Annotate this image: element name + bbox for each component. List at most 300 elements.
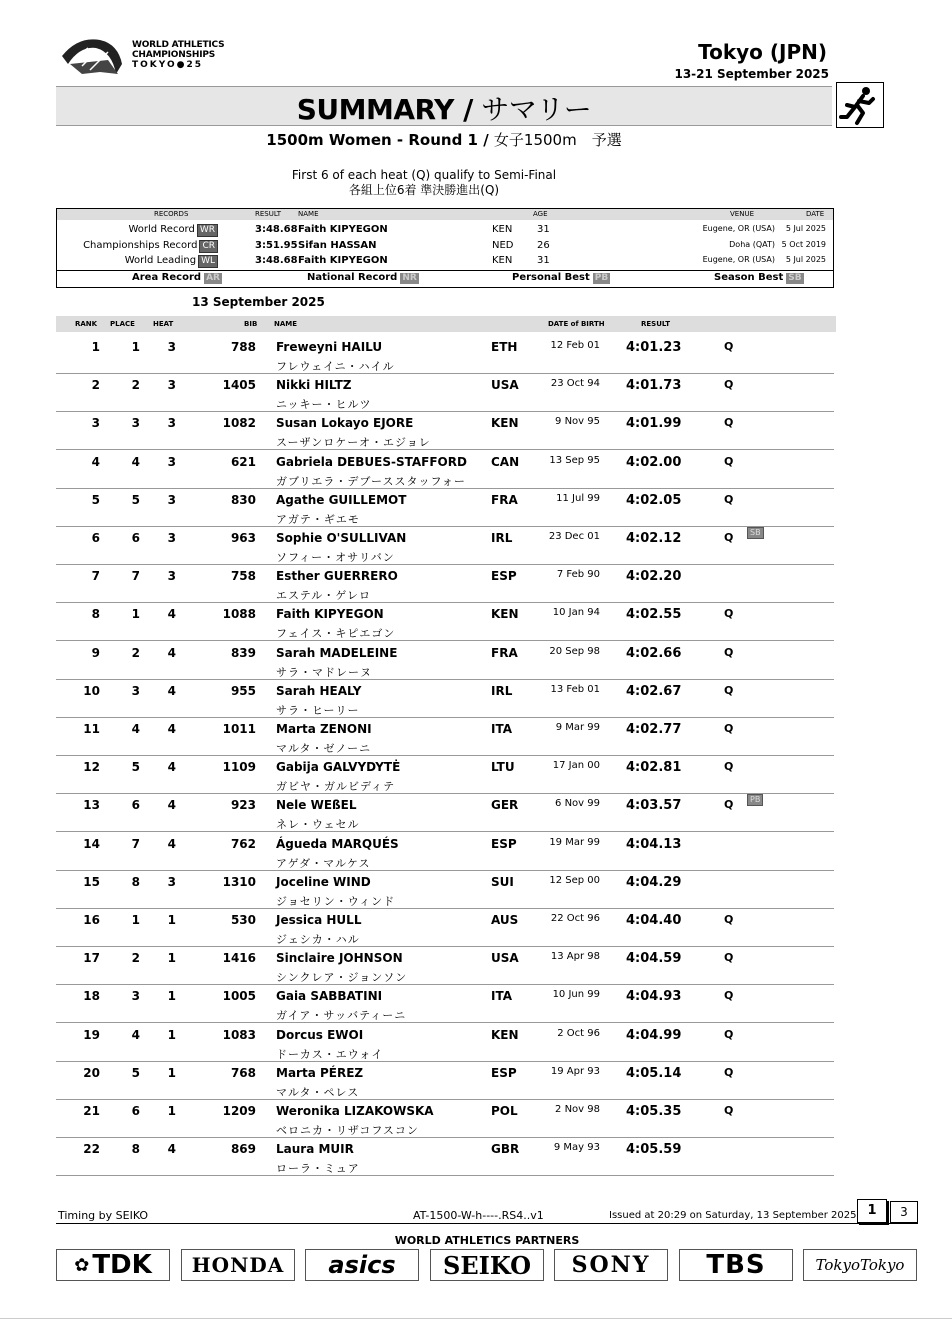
sponsor-sony-logo: SONY: [554, 1249, 668, 1281]
place-col: PLACE: [110, 320, 135, 328]
cell-name: Sarah MADELEINE: [276, 645, 398, 660]
cell-place: 7: [131, 836, 140, 851]
cell-bib: 1310: [222, 874, 256, 889]
record-row: [57, 222, 833, 237]
table-row: [56, 717, 834, 756]
table-row: [56, 679, 834, 718]
cell-name: Laura MUIR: [276, 1142, 354, 1157]
table-row: [56, 373, 834, 412]
cell-q: Q: [724, 760, 734, 774]
cell-name: Marta ZENONI: [276, 722, 372, 736]
sponsor-asics-logo: asics: [305, 1249, 419, 1281]
table-row: [56, 1137, 834, 1176]
cell-result: 4:02.20: [626, 569, 682, 585]
cell-name: Águeda MARQUÉS: [276, 836, 399, 851]
record-label: [125, 255, 218, 268]
venue-col: VENUE: [730, 210, 754, 218]
timing-credit: Timing by SEIKO: [58, 1209, 149, 1222]
records-box: [56, 208, 834, 288]
cell-rank: 18: [83, 989, 100, 1004]
cell-place: 6: [131, 1104, 140, 1118]
cell-heat: 1: [167, 989, 176, 1004]
cell-dob: 6 Nov 99: [555, 798, 600, 810]
cell-heat: 4: [167, 607, 176, 622]
cell-name: Nele WEßEL: [276, 798, 357, 813]
cell-rank: 16: [83, 913, 100, 927]
cell-bib: 1109: [222, 760, 256, 775]
record-label: World Leading: [124, 255, 197, 266]
cell-bib: 530: [230, 913, 256, 927]
cell-japanese-name: フェイス・キピエゴン: [276, 627, 396, 641]
cell-place: 4: [131, 1027, 140, 1042]
table-row: [56, 1061, 834, 1100]
cell-japanese-name: ガブリエラ・デブーススタッフォー: [276, 474, 466, 488]
cell-q: Q: [724, 1027, 734, 1041]
cell-nat: IRL: [491, 531, 513, 545]
cell-heat: 3: [167, 378, 176, 393]
record-name: Sifan HASSAN: [298, 239, 377, 251]
table-row: [56, 793, 834, 832]
record-age: 31: [537, 224, 550, 235]
cell-result: 4:01.73: [626, 378, 682, 394]
record-result: 3:48.68: [255, 255, 298, 266]
cell-bib: 768: [230, 1065, 256, 1080]
cell-q: Q: [724, 607, 734, 621]
sponsor-honda-logo: HONDA: [181, 1249, 295, 1281]
cell-nat: ESP: [491, 836, 517, 851]
cell-bib: 1082: [222, 416, 256, 431]
cell-name: Gaia SABBATINI: [276, 989, 383, 1004]
cell-heat: 4: [167, 683, 176, 698]
rank-col: RANK: [75, 320, 98, 328]
cell-rank: 11: [83, 722, 100, 736]
cell-nat: IRL: [491, 683, 513, 698]
cell-place: 2: [131, 378, 140, 393]
cell-q: Q: [724, 722, 734, 735]
cell-name: Jessica HULL: [276, 913, 362, 927]
record-date: 5 Jul 2025: [785, 224, 826, 233]
cell-result: 4:02.66: [626, 645, 682, 661]
cell-japanese-name: アガテ・ギエモ: [276, 512, 360, 526]
record-row: [57, 238, 833, 253]
table-row: [56, 755, 834, 794]
cell-name: Gabija GALVYDYTĖ: [276, 760, 401, 775]
cell-name: Marta PÉREZ: [276, 1065, 364, 1080]
cell-dob: 7 Feb 90: [556, 569, 600, 581]
cell-name: Agathe GUILLEMOT: [276, 492, 407, 507]
cell-result: 4:04.93: [626, 989, 682, 1005]
result-col: RESULT: [255, 210, 282, 218]
cell-name: Esther GUERRERO: [276, 569, 398, 584]
cell-name: Freweyni HAILU: [276, 340, 383, 354]
cell-japanese-name: ソフィー・オサリバン: [276, 551, 395, 564]
heat-col: HEAT: [153, 320, 174, 328]
cell-bib: 1011: [222, 722, 256, 736]
cell-nat: LTU: [491, 760, 515, 775]
cell-dob: 19 Apr 93: [550, 1065, 600, 1077]
cell-nat: ITA: [491, 722, 513, 736]
cell-japanese-name: ドーカス・エウォイ: [276, 1047, 384, 1061]
cell-japanese-name: ガビヤ・ガルビディテ: [276, 780, 396, 794]
cell-bib: 1416: [222, 951, 256, 966]
cell-name: Dorcus EWOI: [276, 1027, 364, 1042]
cell-dob: 17 Jan 00: [552, 760, 600, 772]
event-dates: 13-21 September 2025: [674, 67, 829, 81]
cell-heat: 1: [167, 1104, 176, 1118]
record-name: Faith KIPYEGON: [298, 224, 388, 235]
cell-nat: KEN: [491, 416, 519, 431]
record-label: [128, 224, 218, 237]
cell-nat: POL: [491, 1104, 518, 1118]
cell-heat: 4: [167, 645, 176, 660]
name-col: NAME: [298, 210, 319, 218]
cell-q: Q: [724, 454, 734, 468]
cell-japanese-name: マルタ・ペレス: [276, 1085, 360, 1099]
cell-q: Q: [724, 1065, 734, 1079]
cell-rank: 8: [91, 607, 100, 622]
cell-place: 2: [131, 951, 140, 966]
competition-day: 13 September 2025: [192, 295, 325, 309]
cell-nat: AUS: [491, 913, 519, 927]
cell-result: 4:02.55: [626, 607, 682, 623]
cell-name: Gabriela DEBUES-STAFFORD: [276, 454, 467, 469]
cell-q: Q: [724, 683, 734, 697]
cell-nat: FRA: [491, 492, 518, 507]
cell-result: 4:03.57: [626, 798, 682, 814]
cell-rank: 12: [83, 760, 100, 775]
cell-nat: ITA: [491, 989, 513, 1004]
cell-place: 1: [131, 607, 140, 622]
cell-dob: 20 Sep 98: [549, 645, 600, 657]
cell-result: 4:04.13: [626, 836, 682, 852]
cell-dob: 10 Jan 94: [552, 607, 600, 619]
table-row: [56, 984, 834, 1023]
cell-result: 4:02.12: [626, 531, 682, 546]
cell-rank: 9: [91, 645, 100, 660]
cell-place: 1: [131, 340, 140, 354]
record-nat: KEN: [492, 224, 513, 235]
cell-heat: 3: [167, 874, 176, 889]
cell-name: Sarah HEALY: [276, 683, 362, 698]
cell-bib: 762: [230, 836, 256, 851]
cell-heat: 4: [167, 836, 176, 851]
legend-national-record: National Record NR: [307, 272, 417, 283]
cell-heat: 3: [167, 569, 176, 584]
cell-nat: ESP: [491, 1065, 517, 1080]
event-city: Tokyo (JPN): [698, 40, 827, 64]
cell-heat: 3: [167, 340, 176, 354]
cell-q: Q: [724, 416, 734, 430]
cell-rank: 14: [83, 836, 100, 851]
cell-place: 5: [131, 760, 140, 775]
cell-result: 4:02.77: [626, 722, 682, 737]
record-venue: Doha (QAT): [729, 239, 775, 249]
cell-name: Nikki HILTZ: [276, 378, 352, 393]
cell-japanese-name: サラ・マドレーヌ: [276, 665, 372, 679]
cell-place: 4: [131, 722, 140, 736]
current-page: 1: [857, 1199, 887, 1223]
cell-result: 4:01.99: [626, 416, 682, 432]
table-row: [56, 870, 834, 909]
record-note-badge: PB: [747, 794, 763, 806]
cell-dob: 19 Mar 99: [549, 836, 600, 848]
table-row: [56, 488, 834, 527]
record-date: 5 Jul 2025: [785, 255, 826, 264]
table-row: [56, 908, 834, 947]
cell-name: Faith KIPYEGON: [276, 607, 384, 622]
record-label: World Record: [128, 224, 195, 235]
cell-nat: KEN: [491, 1027, 519, 1042]
sponsor-seiko-logo: SEIKO: [430, 1249, 544, 1281]
cell-japanese-name: ジェシカ・ハル: [276, 933, 360, 946]
cell-dob: 13 Apr 98: [550, 951, 600, 963]
cell-dob: 9 Nov 95: [555, 416, 600, 428]
records-header: [57, 209, 833, 220]
cell-q: Q: [724, 492, 734, 506]
table-row: [56, 602, 834, 641]
cell-result: 4:02.00: [626, 454, 682, 470]
sponsor-tdk-logo: ✿ TDK: [56, 1249, 170, 1281]
cell-japanese-name: シンクレア・ジョンソン: [276, 971, 408, 985]
cell-nat: KEN: [491, 607, 519, 622]
cell-rank: 13: [83, 798, 100, 813]
cell-result: 4:04.59: [626, 951, 682, 967]
cell-place: 5: [131, 1065, 140, 1080]
cell-place: 4: [131, 454, 140, 469]
legend-area-record: Area Record AR: [132, 272, 220, 283]
cell-japanese-name: サラ・ヒーリー: [276, 703, 360, 717]
cell-rank: 10: [83, 683, 100, 698]
cell-q: Q: [724, 645, 734, 659]
cell-heat: 4: [167, 798, 176, 813]
cell-nat: SUI: [491, 874, 514, 889]
cell-rank: 7: [91, 569, 100, 584]
cell-rank: 3: [91, 416, 100, 431]
records-col: RECORDS: [154, 210, 189, 218]
cell-rank: 22: [83, 1142, 100, 1157]
cell-heat: 4: [167, 1142, 176, 1157]
cell-rank: 5: [91, 492, 100, 507]
result-col: RESULT: [641, 320, 670, 328]
cell-dob: 13 Sep 95: [549, 454, 600, 466]
cell-bib: 955: [230, 683, 256, 698]
cell-rank: 6: [91, 531, 100, 545]
cell-name: Sophie O'SULLIVAN: [276, 531, 407, 545]
table-row: [56, 335, 834, 374]
cell-heat: 3: [167, 416, 176, 431]
cell-rank: 19: [83, 1027, 100, 1042]
cell-bib: 923: [230, 798, 256, 813]
cell-japanese-name: ジョセリン・ウィンド: [276, 894, 396, 908]
cell-rank: 2: [91, 378, 100, 393]
record-result: 3:51.95: [255, 239, 298, 251]
cell-place: 6: [131, 798, 140, 813]
cell-result: 4:05.59: [626, 1142, 682, 1158]
cell-name: Weronika LIZAKOWSKA: [276, 1104, 434, 1118]
page-title: SUMMARY / サマリー: [296, 93, 592, 126]
cell-place: 6: [131, 531, 140, 545]
cell-result: 4:05.14: [626, 1065, 682, 1081]
cell-place: 3: [131, 989, 140, 1004]
cell-japanese-name: アゲダ・マルケス: [276, 856, 371, 870]
cell-heat: 3: [167, 454, 176, 469]
cell-bib: 1088: [222, 607, 256, 622]
cell-dob: 13 Feb 01: [550, 683, 600, 695]
cell-dob: 12 Sep 00: [549, 874, 600, 886]
sponsor-tbs-logo: TBS: [679, 1249, 793, 1281]
table-row: [56, 450, 834, 489]
cell-rank: 4: [91, 454, 100, 469]
record-code-badge: WR: [197, 224, 218, 237]
record-age: 31: [537, 255, 550, 266]
cell-nat: ESP: [491, 569, 517, 584]
table-row: [56, 1023, 834, 1062]
cell-dob: 12 Feb 01: [550, 340, 600, 351]
cell-result: 4:01.23: [626, 340, 682, 355]
cell-nat: GER: [491, 798, 519, 813]
cell-result: 4:04.99: [626, 1027, 682, 1043]
cell-bib: 869: [230, 1142, 256, 1157]
cell-heat: 4: [167, 760, 176, 775]
record-venue: Eugene, OR (USA): [702, 255, 775, 264]
cell-bib: 830: [230, 492, 256, 507]
cell-heat: 1: [167, 1065, 176, 1080]
record-date: 5 Oct 2019: [781, 239, 826, 249]
cell-bib: 758: [230, 569, 256, 584]
runner-pictogram-icon: [836, 82, 884, 128]
cell-nat: CAN: [491, 454, 520, 469]
cell-dob: 23 Dec 01: [548, 531, 600, 542]
record-age: 26: [537, 239, 550, 251]
date-col: DATE: [806, 210, 825, 218]
qualification-rule: First 6 of each heat (Q) qualify to Semi-Final 各組上位6着 準決勝進出(Q): [291, 168, 557, 197]
cell-nat: USA: [491, 951, 519, 966]
cell-result: 4:02.05: [626, 492, 682, 508]
total-pages: 3: [890, 1201, 918, 1223]
cell-name: Sinclaire JOHNSON: [276, 951, 403, 966]
table-row: [56, 564, 834, 603]
cell-place: 7: [131, 569, 140, 584]
cell-japanese-name: ローラ・ミュア: [276, 1162, 360, 1176]
record-nat: NED: [492, 239, 514, 251]
cell-dob: 9 May 93: [553, 1142, 600, 1154]
cell-dob: 22 Oct 96: [550, 913, 600, 924]
cell-q: Q: [724, 1104, 734, 1117]
partners-title: WORLD ATHLETICS PARTNERS: [394, 1234, 580, 1247]
cell-q: Q: [724, 951, 734, 965]
record-venue: Eugene, OR (USA): [702, 224, 775, 233]
age-col: AGE: [533, 210, 548, 218]
bib-col: BIB: [244, 320, 258, 328]
cell-bib: 788: [230, 340, 256, 354]
cell-bib: 1083: [222, 1027, 256, 1042]
cell-bib: 1209: [222, 1104, 256, 1118]
table-row: [56, 641, 834, 680]
cell-heat: 4: [167, 722, 176, 736]
record-nat: KEN: [492, 255, 513, 266]
cell-nat: USA: [491, 378, 519, 393]
cell-heat: 1: [167, 913, 176, 927]
cell-rank: 17: [83, 951, 100, 966]
cell-q: Q: [724, 989, 734, 1003]
record-code-badge: CR: [199, 240, 218, 253]
cell-q: Q: [724, 378, 734, 392]
cell-japanese-name: フレウェイニ・ハイル: [276, 360, 395, 373]
cell-rank: 21: [83, 1104, 100, 1118]
cell-dob: 10 Jun 99: [552, 989, 600, 1001]
cell-dob: 2 Nov 98: [555, 1104, 600, 1115]
cell-nat: ETH: [491, 340, 518, 354]
cell-dob: 2 Oct 96: [557, 1027, 600, 1039]
cell-q: Q: [724, 798, 734, 812]
cell-name: Joceline WIND: [276, 874, 371, 889]
cell-japanese-name: スーザンロケーオ・エジョレ: [276, 436, 431, 450]
cell-bib: 1405: [222, 378, 256, 393]
cell-japanese-name: ネレ・ウェセル: [276, 818, 360, 832]
table-row: [56, 1099, 834, 1138]
cell-japanese-name: エステル・ゲレロ: [276, 589, 372, 603]
cell-bib: 839: [230, 645, 256, 660]
cell-q: Q: [724, 340, 734, 353]
logo-wordmark: WORLD ATHLETICS CHAMPIONSHIPS TOKYO●25: [132, 40, 225, 70]
cell-result: 4:02.67: [626, 683, 682, 699]
cell-place: 5: [131, 492, 140, 507]
cell-japanese-name: ガイア・サッバティーニ: [276, 1009, 407, 1023]
record-name: Faith KIPYEGON: [298, 255, 388, 266]
cell-place: 8: [131, 874, 140, 889]
cell-place: 3: [131, 416, 140, 431]
table-row: [56, 526, 834, 565]
cell-result: 4:05.35: [626, 1104, 682, 1119]
cell-place: 2: [131, 645, 140, 660]
cell-place: 3: [131, 683, 140, 698]
event-subtitle: 1500m Women - Round 1 / 女子1500m 予選: [266, 131, 622, 149]
cell-result: 4:02.81: [626, 760, 682, 776]
record-label: Championships Record: [83, 239, 198, 251]
legend-season-best: Season Best SB: [714, 272, 802, 283]
record-note-badge: SB: [747, 527, 764, 539]
table-row: [56, 832, 834, 871]
record-row: [57, 253, 833, 268]
table-row: [56, 411, 834, 450]
legend-personal-best: Personal Best PB: [512, 272, 609, 283]
cell-dob: 9 Mar 99: [555, 722, 600, 733]
cell-result: 4:04.29: [626, 874, 682, 890]
cell-nat: FRA: [491, 645, 518, 660]
cell-heat: 1: [167, 951, 176, 966]
cell-japanese-name: ベロニカ・リザコフスコン: [276, 1124, 419, 1137]
cell-rank: 1: [91, 340, 100, 354]
record-result: 3:48.68: [255, 224, 298, 235]
cell-bib: 621: [230, 454, 256, 469]
record-label: [83, 240, 218, 253]
issued-timestamp: Issued at 20:29 on Saturday, 13 September 2025: [609, 1210, 857, 1221]
sponsor-tokyo-logo: TokyoTokyo: [803, 1249, 917, 1281]
dob-col: DATE of BIRTH: [548, 320, 605, 328]
cell-name: Susan Lokayo EJORE: [276, 416, 414, 431]
record-code-badge: WL: [198, 255, 218, 268]
cell-place: 1: [131, 913, 140, 927]
cell-q: Q: [724, 531, 734, 544]
cell-dob: 11 Jul 99: [556, 492, 600, 504]
cell-nat: GBR: [491, 1142, 520, 1157]
name-col: NAME: [274, 320, 298, 328]
cell-bib: 1005: [222, 989, 256, 1004]
cell-japanese-name: ニッキー・ヒルツ: [276, 398, 372, 412]
table-row: [56, 946, 834, 985]
cell-rank: 15: [83, 874, 100, 889]
cell-q: Q: [724, 913, 734, 926]
